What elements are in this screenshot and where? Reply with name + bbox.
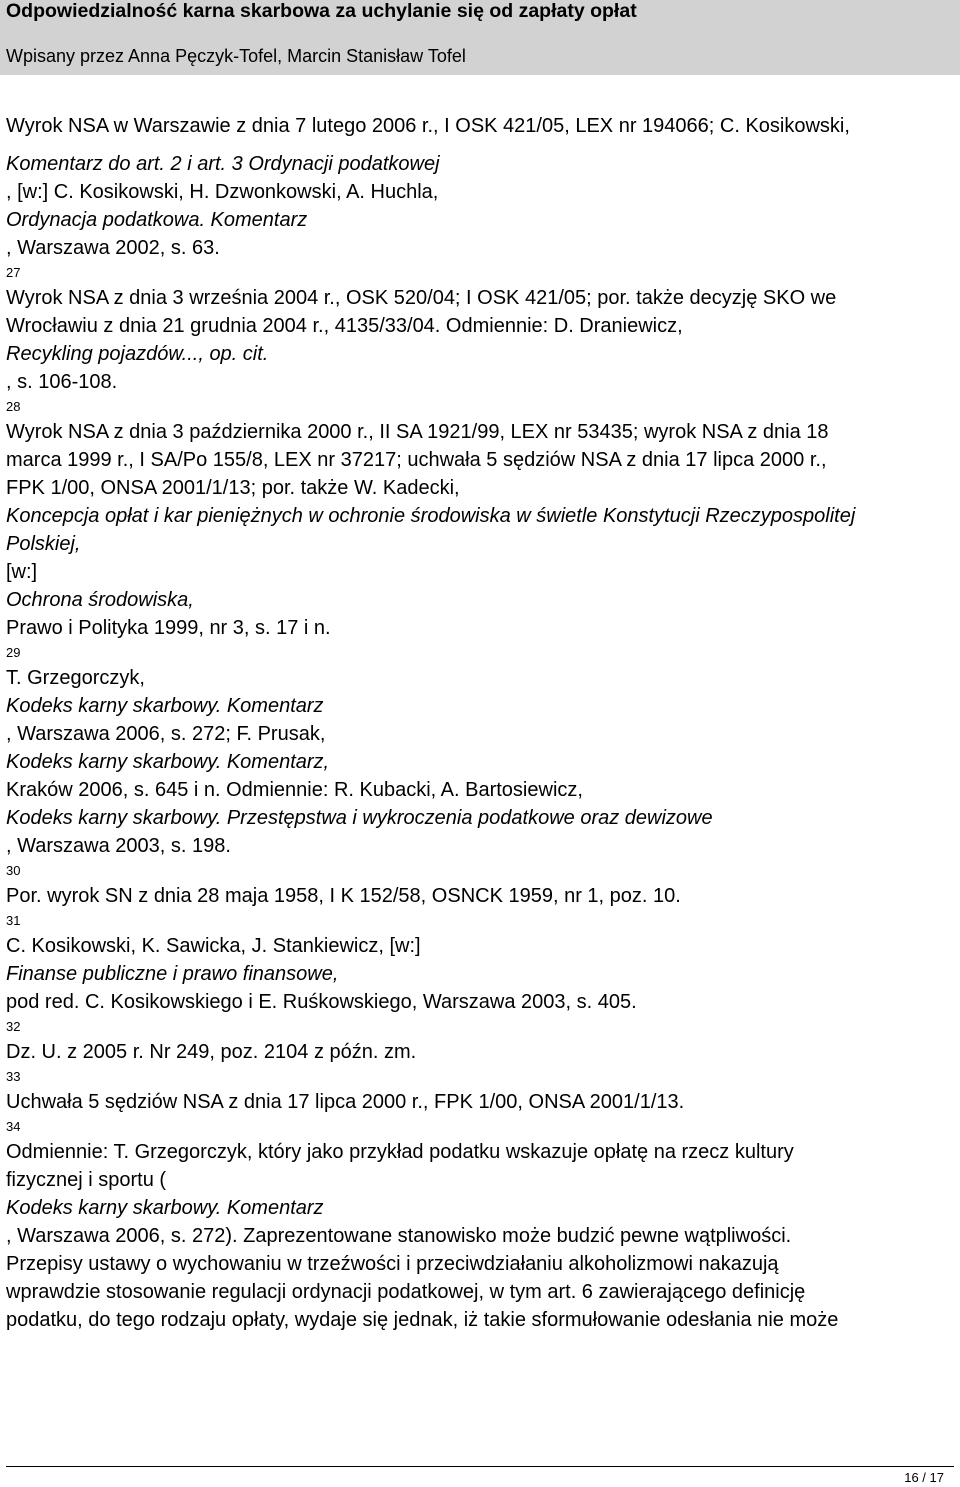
document-title: Odpowiedzialność karna skarbowa za uchylanie się od zapłaty opłat [6, 0, 637, 22]
cited-title: Kodeks karny skarbowy. Komentarz, [6, 751, 330, 773]
cited-title: Komentarz do art. 2 i art. 3 Ordynacji podatkowej [6, 153, 440, 175]
text-line: Por. wyrok SN z dnia 28 maja 1958, I K 152/58, OSNCK 1959, nr 1, poz. 10. [6, 885, 681, 907]
footer-divider [6, 1466, 954, 1467]
text-line: C. Kosikowski, K. Sawicka, J. Stankiewicz, [w:] [6, 935, 421, 957]
text-line: , [w:] C. Kosikowski, H. Dzwonkowski, A. Huchla, [6, 181, 439, 203]
text-line: T. Grzegorczyk, [6, 667, 145, 689]
text-line: marca 1999 r., I SA/Po 155/8, LEX nr 37217; uchwała 5 sędziów NSA z dnia 17 lipca 2000 r., [6, 449, 827, 471]
text-line: Uchwała 5 sędziów NSA z dnia 17 lipca 2000 r., FPK 1/00, ONSA 2001/1/13. [6, 1091, 685, 1113]
text-line: wprawdzie stosowanie regulacji ordynacji podatkowej, w tym art. 6 zawierającego definicję [6, 1281, 806, 1303]
text-line: Wyrok NSA z dnia 3 października 2000 r., II SA 1921/99, LEX nr 53435; wyrok NSA z dnia 18 [6, 421, 829, 443]
document-authors: Wpisany przez Anna Pęczyk-Tofel, Marcin Stanisław Tofel [6, 46, 466, 66]
text-line: Dz. U. z 2005 r. Nr 249, poz. 2104 z późn. zm. [6, 1041, 417, 1063]
text-line: Kraków 2006, s. 645 i n. Odmiennie: R. Kubacki, A. Bartosiewicz, [6, 779, 583, 801]
text-line: , Warszawa 2006, s. 272). Zaprezentowane stanowisko może budzić pewne wątpliwości. [6, 1225, 792, 1247]
cited-title: Recykling pojazdów..., op. cit. [6, 343, 269, 365]
text-line: Odmiennie: T. Grzegorczyk, który jako przykład podatku wskazuje opłatę na rzecz kultury [6, 1141, 794, 1163]
footnotes-content [6, 112, 956, 1334]
cited-title: Ordynacja podatkowa. Komentarz [6, 209, 308, 231]
text-line: , Warszawa 2003, s. 198. [6, 835, 231, 857]
text-line: Wrocławiu z dnia 21 grudnia 2004 r., 4135/33/04. Odmiennie: D. Draniewicz, [6, 315, 683, 337]
text-line: Wyrok NSA w Warszawie z dnia 7 lutego 2006 r., I OSK 421/05, LEX nr 194066; C. Kosikowski, [6, 115, 850, 137]
footnote-number: 31 [6, 913, 21, 928]
footnote-number: 27 [6, 265, 21, 280]
cited-title: Kodeks karny skarbowy. Komentarz [6, 695, 324, 717]
footnote-number: 34 [6, 1119, 21, 1134]
footnote-number: 30 [6, 863, 21, 878]
spacer [6, 140, 956, 150]
footnote-number: 28 [6, 399, 21, 414]
cited-title: Kodeks karny skarbowy. Przestępstwa i wykroczenia podatkowe oraz dewizowe [6, 807, 713, 829]
text-line: Prawo i Polityka 1999, nr 3, s. 17 i n. [6, 617, 331, 639]
text-line: [w:] [6, 561, 38, 583]
footnote-number: 32 [6, 1019, 21, 1034]
text-line: fizycznej i sportu ( [6, 1169, 167, 1191]
page-number: 16 / 17 [904, 1470, 944, 1485]
text-line: Wyrok NSA z dnia 3 września 2004 r., OSK 520/04; I OSK 421/05; por. także decyzję SKO we [6, 287, 837, 309]
cited-title: Koncepcja opłat i kar pieniężnych w ochronie środowiska w świetle Konstytucji Rzeczypospolitej [6, 505, 856, 527]
text-line: Przepisy ustawy o wychowaniu w trzeźwości i przeciwdziałaniu alkoholizmowi nakazują [6, 1253, 779, 1275]
text-line: , s. 106-108. [6, 371, 118, 393]
text-line: , Warszawa 2006, s. 272; F. Prusak, [6, 723, 326, 745]
footnote-number: 29 [6, 645, 21, 660]
text-line: , Warszawa 2002, s. 63. [6, 237, 220, 259]
text-line: podatku, do tego rodzaju opłaty, wydaje się jednak, iż takie sformułowanie odesłania nie może [6, 1309, 839, 1331]
cited-title: Kodeks karny skarbowy. Komentarz [6, 1197, 324, 1219]
text-line: pod red. C. Kosikowskiego i E. Ruśkowskiego, Warszawa 2003, s. 405. [6, 991, 637, 1013]
cited-title: Polskiej, [6, 533, 81, 555]
text-line: FPK 1/00, ONSA 2001/1/13; por. także W. Kadecki, [6, 477, 460, 499]
cited-title: Ochrona środowiska, [6, 589, 194, 611]
footnote-number: 33 [6, 1069, 21, 1084]
page-header [0, 0, 960, 75]
cited-title: Finanse publiczne i prawo finansowe, [6, 963, 339, 985]
